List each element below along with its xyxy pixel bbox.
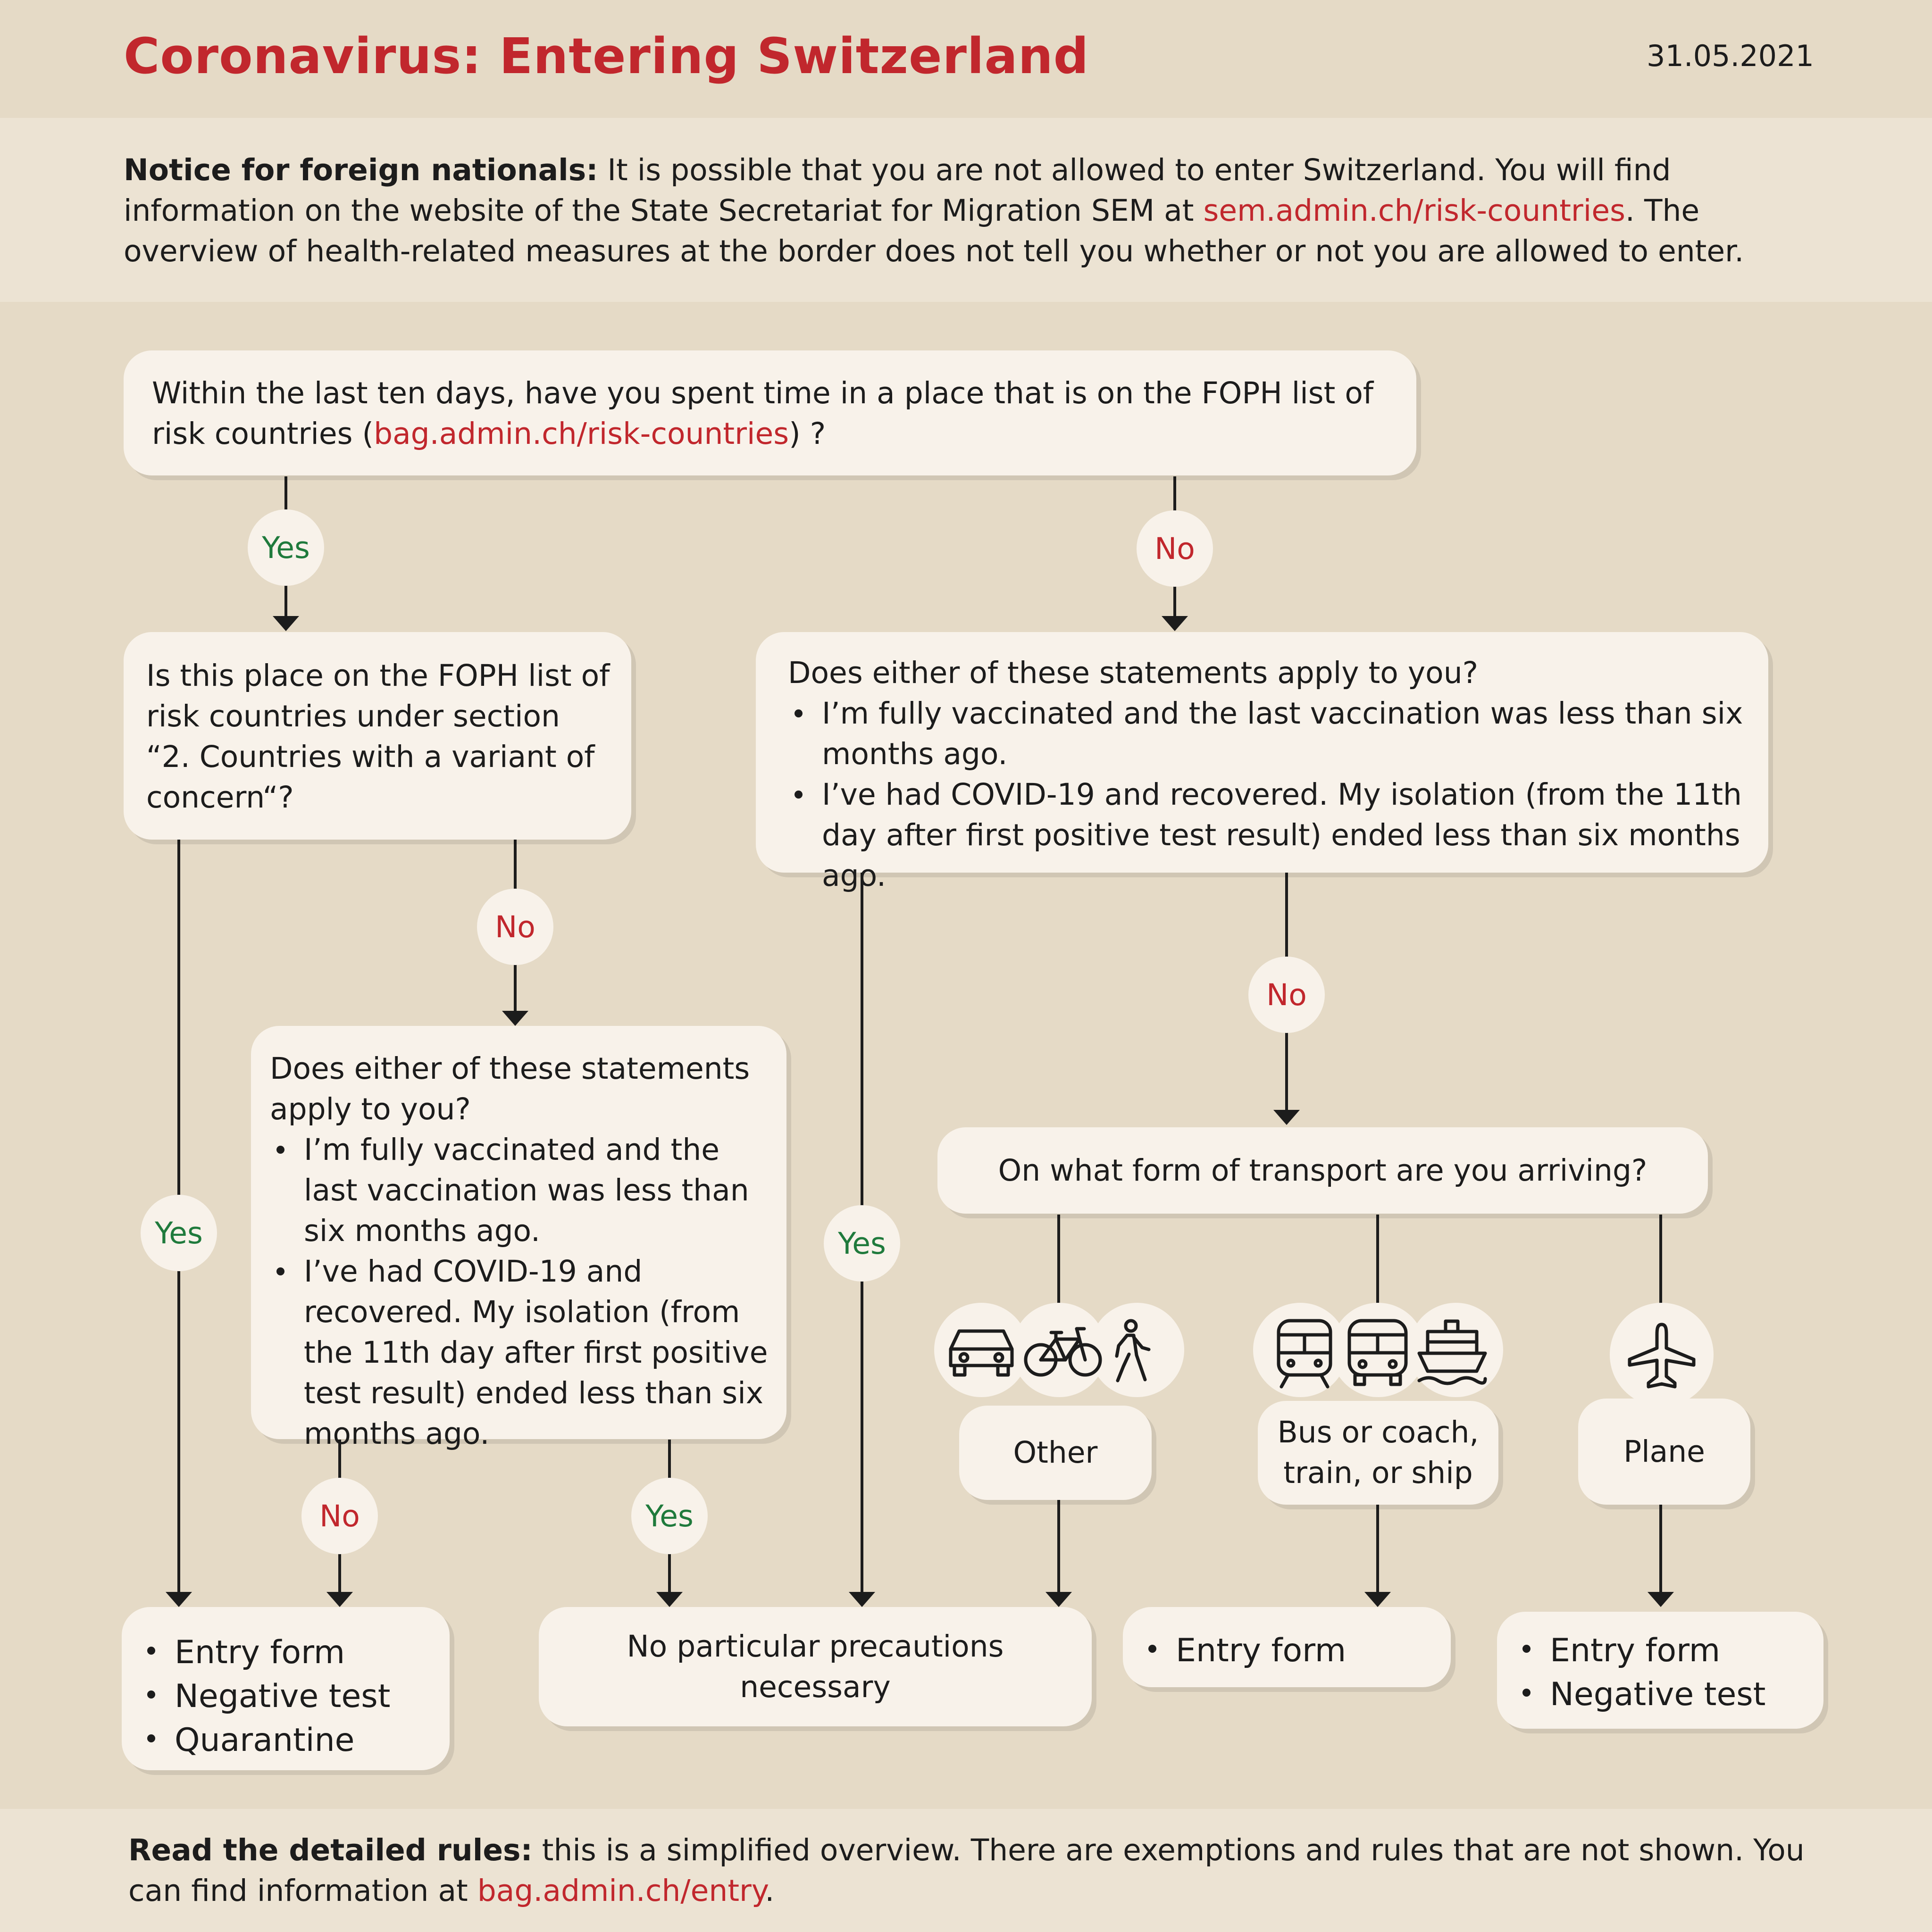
arrowhead <box>273 616 299 631</box>
question-variant-of-concern <box>124 632 631 840</box>
footer-text-a: this is a simplified overview. There are exemptions and rules that are not shown. You can find information at <box>128 1833 1805 1908</box>
outcome-no-precautions <box>539 1607 1092 1726</box>
arrowhead <box>656 1592 683 1607</box>
notice-label: Notice for foreign nationals: <box>124 153 598 187</box>
arrowhead <box>1648 1592 1674 1607</box>
arrowhead <box>1273 1110 1300 1125</box>
plane-icon <box>1628 1321 1696 1389</box>
train-icon <box>1274 1316 1335 1391</box>
q4-heading: Does either of these statements apply to you? <box>788 656 1479 690</box>
q2-text: Is this place on the FOPH list of risk countries under section “2. Countries with a variant of concern“? <box>146 658 610 815</box>
q4-statement-recovered: I’ve had COVID-19 and recovered. My isolation (from the 11th day after first positive test result) ended less than six months ago. <box>788 774 1749 896</box>
bus-icon <box>1345 1316 1411 1391</box>
outcome-plane-negative-test: Negative test <box>1516 1673 1814 1716</box>
q1-text-a: Within the last ten days, have you spent time in a place that is on the FOPH list of risk countries ( <box>152 376 1374 451</box>
bag-entry-link[interactable]: bag.admin.ch/entry <box>477 1874 765 1908</box>
outcome-entry-form <box>1123 1607 1451 1687</box>
q3-statement-recovered: I’ve had COVID-19 and recovered. My isolation (from the 11th day after first positive test result) ended less than six months ago. <box>270 1251 777 1454</box>
arrowhead <box>849 1592 875 1607</box>
q3-heading: Does either of these statements apply to you? <box>270 1051 750 1126</box>
transport-plane-label: Plane <box>1623 1434 1705 1469</box>
outcome-plane-entry-form: Entry form <box>1516 1629 1814 1673</box>
bag-risk-countries-link[interactable]: bag.admin.ch/risk-countries <box>374 416 789 451</box>
answer-q4-yes: Yes <box>824 1205 900 1282</box>
outcome-entry-form: Entry form <box>141 1631 440 1674</box>
transport-bus-train-ship-label: Bus or coach, train, or ship <box>1277 1415 1479 1490</box>
outcome-risk-list <box>141 1631 440 1762</box>
transport-plane <box>1578 1399 1750 1505</box>
transport-other-label: Other <box>1013 1435 1098 1470</box>
outcome-negative-test: Negative test <box>141 1674 440 1718</box>
arrowhead <box>502 1011 528 1026</box>
outcome-quarantine: Quarantine <box>141 1718 440 1762</box>
q3-statement-list <box>270 1130 777 1454</box>
arrowhead <box>1162 616 1188 631</box>
transport-other <box>959 1406 1152 1500</box>
footer-text-b: . <box>765 1874 775 1908</box>
pedestrian-icon <box>1106 1318 1154 1384</box>
car-icon <box>946 1321 1017 1382</box>
notice-text-b: . The overview of health-related measures at the border does not tell you whether or not you are allowed to enter. <box>124 193 1744 268</box>
q5-text: On what form of transport are you arriving? <box>998 1153 1648 1188</box>
q4-statement-list <box>788 693 1749 896</box>
arrowhead <box>1045 1592 1072 1607</box>
answer-q1-no: No <box>1137 510 1213 587</box>
answer-q3-yes: Yes <box>631 1478 708 1554</box>
notice-text-a: It is possible that you are not allowed to enter Switzerland. You will find information on the website of the State Secretariat for Migration SEM at <box>124 153 1671 228</box>
bicycle-icon <box>1023 1323 1103 1380</box>
outcome-entry-and-test <box>1497 1612 1823 1729</box>
transport-bus-train-ship <box>1258 1401 1498 1505</box>
answer-q2-no: No <box>477 889 553 965</box>
answer-q1-yes: Yes <box>248 509 324 586</box>
outcome-entry-form-item: Entry form <box>1142 1629 1441 1673</box>
arrowhead <box>166 1592 192 1607</box>
q3-statement-vaccinated: I’m fully vaccinated and the last vaccination was less than six months ago. <box>270 1130 777 1251</box>
answer-q4-no: No <box>1248 957 1325 1033</box>
outcome-no-precautions-text: No particular precautions necessary <box>627 1629 1004 1704</box>
question-statements-nonrisk <box>756 632 1768 893</box>
outcome-entry-test-quarantine <box>122 1607 450 1770</box>
question-transport <box>937 1127 1708 1214</box>
answer-q2-yes: Yes <box>141 1195 217 1271</box>
arrowhead <box>326 1592 353 1607</box>
footer-label: Read the detailed rules: <box>128 1833 533 1867</box>
publication-date: 31.05.2021 <box>1647 39 1814 73</box>
outcome-ground-list <box>1142 1629 1441 1673</box>
q4-statement-vaccinated: I’m fully vaccinated and the last vaccination was less than six months ago. <box>788 693 1749 774</box>
ship-icon <box>1414 1318 1490 1389</box>
outcome-plane-list <box>1516 1629 1814 1716</box>
sem-link[interactable]: sem.admin.ch/risk-countries <box>1203 193 1625 228</box>
question-risk-country <box>124 350 1416 475</box>
page-title: Coronavirus: Entering Switzerland <box>124 27 1089 85</box>
footer-paragraph <box>128 1830 1808 1911</box>
answer-q3-no: No <box>301 1478 378 1554</box>
question-statements-variant <box>251 1026 786 1451</box>
arrowhead <box>1364 1592 1391 1607</box>
q1-text-b: ) ? <box>789 416 826 451</box>
